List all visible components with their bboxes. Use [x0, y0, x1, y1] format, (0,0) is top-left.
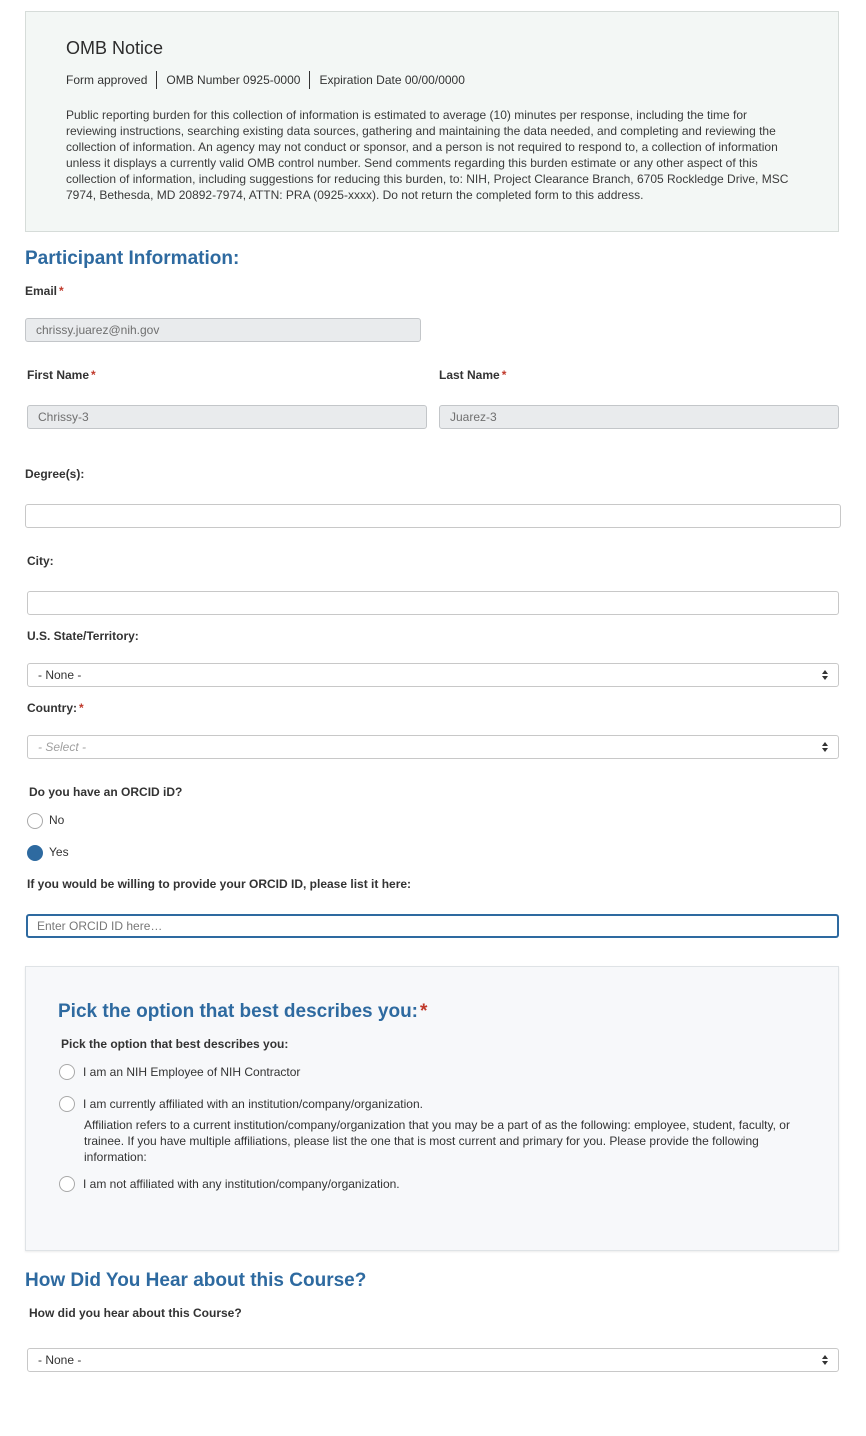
select-arrows-icon — [821, 740, 829, 754]
affiliation-help-text: Affiliation refers to a current institution/company/organization that you may be a part of as the following: employee, student, faculty, or trainee. If you have multiple affiliations, please list the one that is most current and primary for you. Please provide the following information: — [84, 1118, 790, 1164]
email-label-text: Email — [25, 284, 58, 298]
omb-notice-title: OMB Notice — [66, 38, 164, 58]
last-name-label — [439, 368, 506, 382]
degrees-field[interactable] — [25, 504, 841, 528]
affiliated-label[interactable]: I am currently affiliated with an institution/company/organization. — [83, 1097, 423, 1111]
country-label — [27, 701, 84, 715]
omb-burden-statement: Public reporting burden for this collection of information is estimated to average (10) minutes per response, including the time for reviewing instructions, searching existing data sources, gathering and maintaining the data needed, and completing and reviewing the collection of information. An agency may not conduct or sponsor, and a person is not required to respond to, a collection of information unless it displays a currently valid OMB control number. Send comments regarding this burden estimate or any other aspect of this collection of information, including suggestions for reducing this burden, to: NIH, Project Clearance Branch, 6705 Rockledge Drive, MSC 7974, Bethesda, MD 20892-7974, ATTN: PRA (0925-xxxx). Do not return the completed form to this address. — [66, 108, 789, 202]
expiration-date-text: Expiration Date 00/00/0000 — [319, 73, 465, 87]
nih-employee-radio[interactable] — [59, 1064, 75, 1080]
email-label — [25, 284, 64, 298]
country-select-value: - Select - — [38, 740, 87, 754]
describe-you-heading-text: Pick the option that best describes you: — [58, 1001, 419, 1022]
country-label-text: Country: — [27, 701, 77, 715]
hear-about-select[interactable] — [27, 1348, 839, 1372]
describe-you-heading — [58, 1001, 427, 1023]
not-affiliated-radio[interactable] — [59, 1176, 75, 1192]
first-name-label — [27, 368, 96, 382]
hear-about-select-value: - None - — [38, 1353, 82, 1367]
first-name-label-text: First Name — [27, 368, 90, 382]
orcid-question: Do you have an ORCID iD? — [29, 785, 183, 799]
city-field[interactable] — [27, 591, 839, 615]
country-select[interactable] — [27, 735, 839, 759]
hear-about-label: How did you hear about this Course? — [29, 1306, 242, 1320]
required-marker: * — [420, 1001, 428, 1022]
first-name-field[interactable]: Chrissy-3 — [27, 405, 427, 429]
omb-number-text: OMB Number 0925-0000 — [166, 73, 301, 87]
omb-meta-row — [66, 71, 474, 89]
city-label: City: — [27, 554, 54, 568]
required-marker: * — [59, 284, 64, 298]
state-select[interactable] — [27, 663, 839, 687]
affiliated-radio[interactable] — [59, 1096, 75, 1112]
orcid-no-label[interactable]: No — [49, 813, 65, 827]
email-field[interactable]: chrissy.juarez@nih.gov — [25, 318, 421, 342]
not-affiliated-label[interactable]: I am not affiliated with any institution/company/organization. — [83, 1177, 400, 1191]
orcid-id-label: If you would be willing to provide your ORCID ID, please list it here: — [27, 877, 412, 891]
orcid-id-input[interactable]: Enter ORCID ID here… — [26, 914, 839, 938]
select-arrows-icon — [821, 1353, 829, 1367]
orcid-no-radio[interactable] — [27, 813, 43, 829]
form-approved-text: Form approved — [66, 73, 148, 87]
participant-info-heading: Participant Information: — [25, 248, 240, 269]
required-marker: * — [501, 368, 507, 382]
orcid-yes-radio[interactable] — [27, 845, 43, 861]
last-name-label-text: Last Name — [439, 368, 500, 382]
state-select-value: - None - — [38, 668, 82, 682]
describe-you-sublabel: Pick the option that best describes you: — [61, 1037, 289, 1051]
last-name-field[interactable]: Juarez-3 — [439, 405, 839, 429]
hear-about-heading: How Did You Hear about this Course? — [25, 1270, 367, 1291]
required-marker: * — [79, 701, 84, 715]
state-label: U.S. State/Territory: — [27, 629, 139, 643]
nih-employee-label[interactable]: I am an NIH Employee of NIH Contractor — [83, 1065, 301, 1079]
degrees-label: Degree(s): — [25, 467, 85, 481]
select-arrows-icon — [821, 668, 829, 682]
orcid-yes-label[interactable]: Yes — [49, 845, 69, 859]
required-marker: * — [91, 368, 96, 382]
